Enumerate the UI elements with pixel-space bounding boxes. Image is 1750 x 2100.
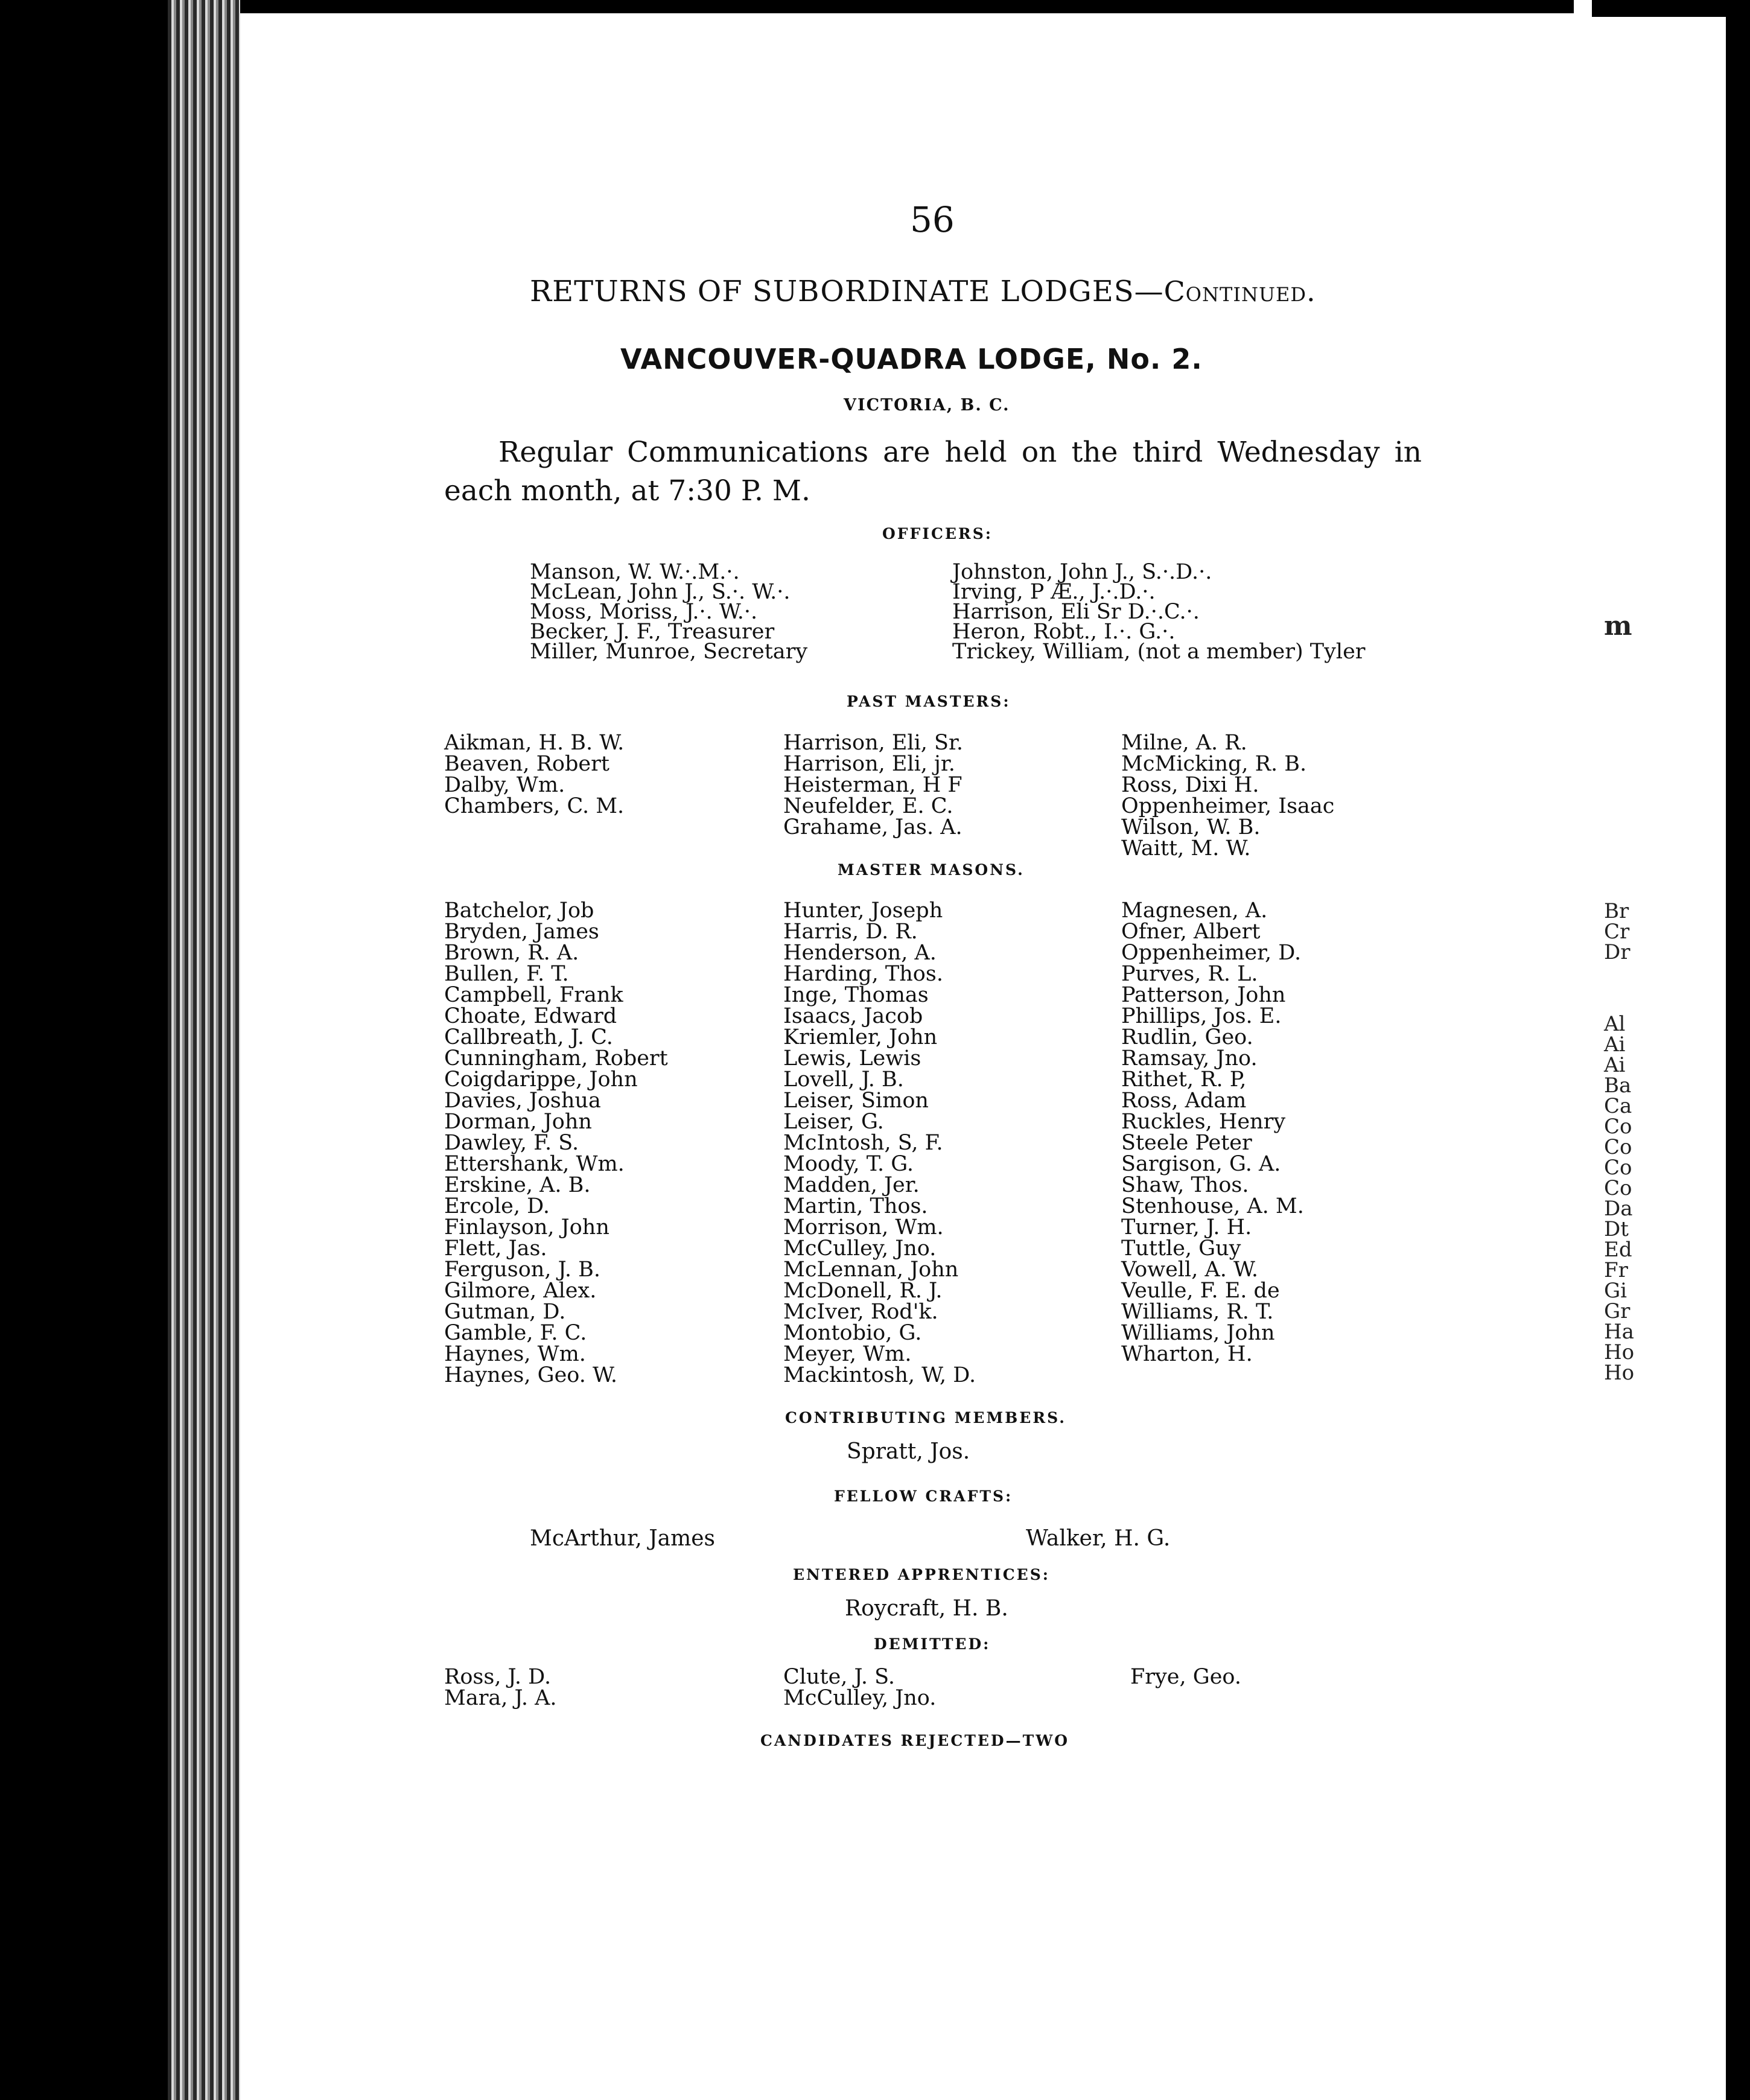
master-mason-name: Phillips, Jos. E. xyxy=(1121,1004,1282,1028)
past-master-name: Ross, Dixi H. xyxy=(1121,773,1259,797)
master-mason-name: Ross, Adam xyxy=(1121,1089,1247,1113)
master-mason-name: Haynes, Geo. W. xyxy=(444,1363,617,1387)
master-mason-name: Moody, T. G. xyxy=(783,1152,914,1176)
master-mason-name: Madden, Jer. xyxy=(783,1173,920,1197)
master-mason-name: Dorman, John xyxy=(444,1110,592,1134)
past-master-name: Grahame, Jas. A. xyxy=(783,815,962,839)
master-mason-name: Haynes, Wm. xyxy=(444,1342,586,1366)
master-mason-name: Cunningham, Robert xyxy=(444,1046,668,1071)
master-mason-name: Mackintosh, W, D. xyxy=(783,1363,976,1387)
facing-page-fragment: Ca xyxy=(1604,1094,1632,1118)
section-title xyxy=(530,275,1316,308)
master-mason-name: Patterson, John xyxy=(1121,983,1286,1007)
facing-page-fragment: m xyxy=(1604,611,1632,641)
master-mason-name: McDonell, R. J. xyxy=(783,1279,943,1303)
master-mason-name: Purves, R. L. xyxy=(1121,962,1258,986)
master-mason-name: Veulle, F. E. de xyxy=(1121,1279,1280,1303)
demitted-name: McCulley, Jno. xyxy=(783,1686,937,1710)
master-mason-name: McCulley, Jno. xyxy=(783,1236,937,1261)
master-mason-name: Stenhouse, A. M. xyxy=(1121,1194,1304,1218)
master-mason-name: Steele Peter xyxy=(1121,1131,1252,1155)
master-mason-name: Leiser, G. xyxy=(783,1110,884,1134)
past-master-name: Oppenheimer, Isaac xyxy=(1121,794,1335,818)
candidates-rejected: CANDIDATES REJECTED—TWO xyxy=(760,1732,1070,1749)
scan-top-border xyxy=(240,0,1574,13)
facing-page-fragment: Da xyxy=(1604,1197,1633,1221)
master-mason-name: Williams, John xyxy=(1121,1321,1275,1345)
facing-page-fragment: Co xyxy=(1604,1115,1632,1139)
facing-page-fragment: Br xyxy=(1604,899,1629,923)
officers-left-list xyxy=(530,562,807,662)
lodge-name: VANCOUVER-QUADRA LODGE, No. 2. xyxy=(620,343,1203,375)
facing-page-fragment: Co xyxy=(1604,1135,1632,1159)
fellow-craft-name: McArthur, James xyxy=(530,1526,716,1551)
master-mason-name: Flett, Jas. xyxy=(444,1236,547,1261)
past-masters-col-2 xyxy=(783,733,963,838)
facing-page-fragment: Dr xyxy=(1604,940,1631,964)
master-mason-name: Magnesen, A. xyxy=(1121,899,1268,923)
master-mason-name: Isaacs, Jacob xyxy=(783,1004,923,1028)
page-number: 56 xyxy=(910,199,955,240)
officer-entry: Irving, P Æ., J.·.D.·. xyxy=(952,580,1156,604)
facing-page-fragment: Ai xyxy=(1604,1053,1626,1077)
facing-page-fragment: Ho xyxy=(1604,1340,1635,1364)
master-mason-name: Sargison, G. A. xyxy=(1121,1152,1281,1176)
facing-page-fragment: Cr xyxy=(1604,920,1630,944)
book-page-edges xyxy=(168,0,240,2100)
officer-entry: Johnston, John J., S.·.D.·. xyxy=(952,560,1212,584)
master-masons-col-2 xyxy=(783,900,976,1386)
master-mason-name: Ferguson, J. B. xyxy=(444,1258,600,1282)
master-mason-name: Ruckles, Henry xyxy=(1121,1110,1286,1134)
master-mason-name: Rudlin, Geo. xyxy=(1121,1025,1253,1049)
master-mason-name: Ramsay, Jno. xyxy=(1121,1046,1258,1071)
facing-page-fragment: Al xyxy=(1604,1012,1626,1036)
past-master-name: Dalby, Wm. xyxy=(444,773,565,797)
past-masters-heading: PAST MASTERS: xyxy=(847,693,1011,710)
master-masons-col-1 xyxy=(444,900,668,1386)
master-mason-name: Wharton, H. xyxy=(1121,1342,1253,1366)
officers-heading: OFFICERS: xyxy=(882,525,993,542)
facing-page-fragment: Ai xyxy=(1604,1032,1626,1057)
section-title-main: RETURNS OF SUBORDINATE LODGES— xyxy=(530,275,1164,308)
scan-right-border xyxy=(1726,0,1750,2100)
past-master-name: Beaven, Robert xyxy=(444,752,609,776)
communications-notice: Regular Communications are held on the third Wednesday in each month, at 7:30 P. M. xyxy=(444,436,1422,508)
demitted-name: Clute, J. S. xyxy=(783,1665,895,1689)
master-mason-name: Hunter, Joseph xyxy=(783,899,943,923)
master-mason-name: Shaw, Thos. xyxy=(1121,1173,1249,1197)
entered-apprentices-heading: ENTERED APPRENTICES: xyxy=(793,1566,1050,1583)
master-mason-name: Brown, R. A. xyxy=(444,941,579,965)
facing-page-fragment: Ho xyxy=(1604,1361,1635,1385)
contributing-members-heading: CONTRIBUTING MEMBERS. xyxy=(785,1409,1066,1427)
fellow-crafts-heading: FELLOW CRAFTS: xyxy=(834,1488,1013,1505)
master-mason-name: Ettershank, Wm. xyxy=(444,1152,625,1176)
master-mason-name: Meyer, Wm. xyxy=(783,1342,912,1366)
officer-entry: Miller, Munroe, Secretary xyxy=(530,640,808,664)
master-mason-name: Harding, Thos. xyxy=(783,962,943,986)
demitted-col-2 xyxy=(783,1667,936,1709)
past-master-name: Waitt, M. W. xyxy=(1121,836,1251,861)
master-mason-name: Kriemler, John xyxy=(783,1025,938,1049)
fellow-craft-name: Walker, H. G. xyxy=(1026,1526,1171,1551)
master-mason-name: Bryden, James xyxy=(444,920,599,944)
master-mason-name: Campbell, Frank xyxy=(444,983,623,1007)
master-mason-name: Henderson, A. xyxy=(783,941,937,965)
facing-page-fragment: Dt xyxy=(1604,1217,1629,1241)
facing-page-fragment: Gi xyxy=(1604,1279,1628,1303)
master-mason-name: Oppenheimer, D. xyxy=(1121,941,1302,965)
facing-page-fragment: Ha xyxy=(1604,1320,1634,1344)
officer-entry: McLean, John J., S.·. W.·. xyxy=(530,580,791,604)
past-master-name: Harrison, Eli, Sr. xyxy=(783,731,964,755)
master-mason-name: McLennan, John xyxy=(783,1258,959,1282)
scan-left-border xyxy=(0,0,168,2100)
officer-entry: Manson, W. W.·.M.·. xyxy=(530,560,740,584)
demitted-col-3 xyxy=(1130,1667,1241,1688)
past-masters-col-1 xyxy=(444,733,624,817)
master-mason-name: Finlayson, John xyxy=(444,1215,609,1239)
lodge-location: VICTORIA, B. C. xyxy=(844,396,1010,415)
past-master-name: McMicking, R. B. xyxy=(1121,752,1307,776)
past-master-name: Chambers, C. M. xyxy=(444,794,625,818)
officer-entry: Becker, J. F., Treasurer xyxy=(530,620,775,644)
officer-entry: Trickey, William, (not a member) Tyler xyxy=(952,640,1366,664)
master-mason-name: Callbreath, J. C. xyxy=(444,1025,613,1049)
master-mason-name: Lewis, Lewis xyxy=(783,1046,921,1071)
section-title-continued: Continued. xyxy=(1163,275,1316,308)
facing-page-fragment: Gr xyxy=(1604,1299,1631,1323)
demitted-name: Frye, Geo. xyxy=(1130,1665,1242,1689)
master-mason-name: Batchelor, Job xyxy=(444,899,594,923)
master-mason-name: Erskine, A. B. xyxy=(444,1173,591,1197)
facing-page-fragment: Ba xyxy=(1604,1074,1632,1098)
master-mason-name: Martin, Thos. xyxy=(783,1194,928,1218)
facing-page-fragment: Co xyxy=(1604,1156,1632,1180)
facing-page-fragment: Fr xyxy=(1604,1258,1628,1282)
master-mason-name: Leiser, Simon xyxy=(783,1089,929,1113)
past-masters-col-3 xyxy=(1121,733,1334,859)
master-mason-name: Harris, D. R. xyxy=(783,920,918,944)
demitted-heading: DEMITTED: xyxy=(874,1635,991,1653)
book-page xyxy=(240,0,1574,2100)
officer-entry: Harrison, Eli Sr D.·.C.·. xyxy=(952,600,1200,624)
past-master-name: Harrison, Eli, jr. xyxy=(783,752,955,776)
master-mason-name: Inge, Thomas xyxy=(783,983,929,1007)
past-master-name: Neufelder, E. C. xyxy=(783,794,953,818)
master-mason-name: McIver, Rod'k. xyxy=(783,1300,938,1324)
master-mason-name: Choate, Edward xyxy=(444,1004,617,1028)
master-mason-name: Williams, R. T. xyxy=(1121,1300,1274,1324)
master-mason-name: Turner, J. H. xyxy=(1121,1215,1252,1239)
master-mason-name: Davies, Joshua xyxy=(444,1089,601,1113)
master-mason-name: McIntosh, S, F. xyxy=(783,1131,943,1155)
master-mason-name: Ofner, Albert xyxy=(1121,920,1261,944)
master-mason-name: Lovell, J. B. xyxy=(783,1068,904,1092)
master-mason-name: Tuttle, Guy xyxy=(1121,1236,1241,1261)
master-masons-heading: MASTER MASONS. xyxy=(838,861,1025,879)
contributing-member-name: Spratt, Jos. xyxy=(847,1439,970,1464)
master-mason-name: Montobio, G. xyxy=(783,1321,922,1345)
master-mason-name: Dawley, F. S. xyxy=(444,1131,579,1155)
past-master-name: Aikman, H. B. W. xyxy=(444,731,625,755)
master-mason-name: Vowell, A. W. xyxy=(1121,1258,1258,1282)
master-mason-name: Bullen, F. T. xyxy=(444,962,569,986)
officers-right-list xyxy=(952,562,1366,662)
officer-entry: Moss, Moriss, J.·. W.·. xyxy=(530,600,758,624)
past-master-name: Wilson, W. B. xyxy=(1121,815,1261,839)
officer-entry: Heron, Robt., I.·. G.·. xyxy=(952,620,1176,644)
past-master-name: Heisterman, H F xyxy=(783,773,962,797)
facing-page-fragment: Ed xyxy=(1604,1238,1632,1262)
master-mason-name: Coigdarippe, John xyxy=(444,1068,638,1092)
master-mason-name: Rithet, R. P, xyxy=(1121,1068,1247,1092)
master-mason-name: Ercole, D. xyxy=(444,1194,550,1218)
master-mason-name: Gutman, D. xyxy=(444,1300,566,1324)
master-mason-name: Morrison, Wm. xyxy=(783,1215,944,1239)
demitted-name: Mara, J. A. xyxy=(444,1686,557,1710)
demitted-name: Ross, J. D. xyxy=(444,1665,552,1689)
past-master-name: Milne, A. R. xyxy=(1121,731,1247,755)
facing-page-fragment: Co xyxy=(1604,1176,1632,1200)
master-masons-col-3 xyxy=(1121,900,1304,1365)
entered-apprentice-name: Roycraft, H. B. xyxy=(845,1596,1008,1621)
master-mason-name: Gamble, F. C. xyxy=(444,1321,587,1345)
demitted-col-1 xyxy=(444,1667,557,1709)
master-mason-name: Gilmore, Alex. xyxy=(444,1279,597,1303)
